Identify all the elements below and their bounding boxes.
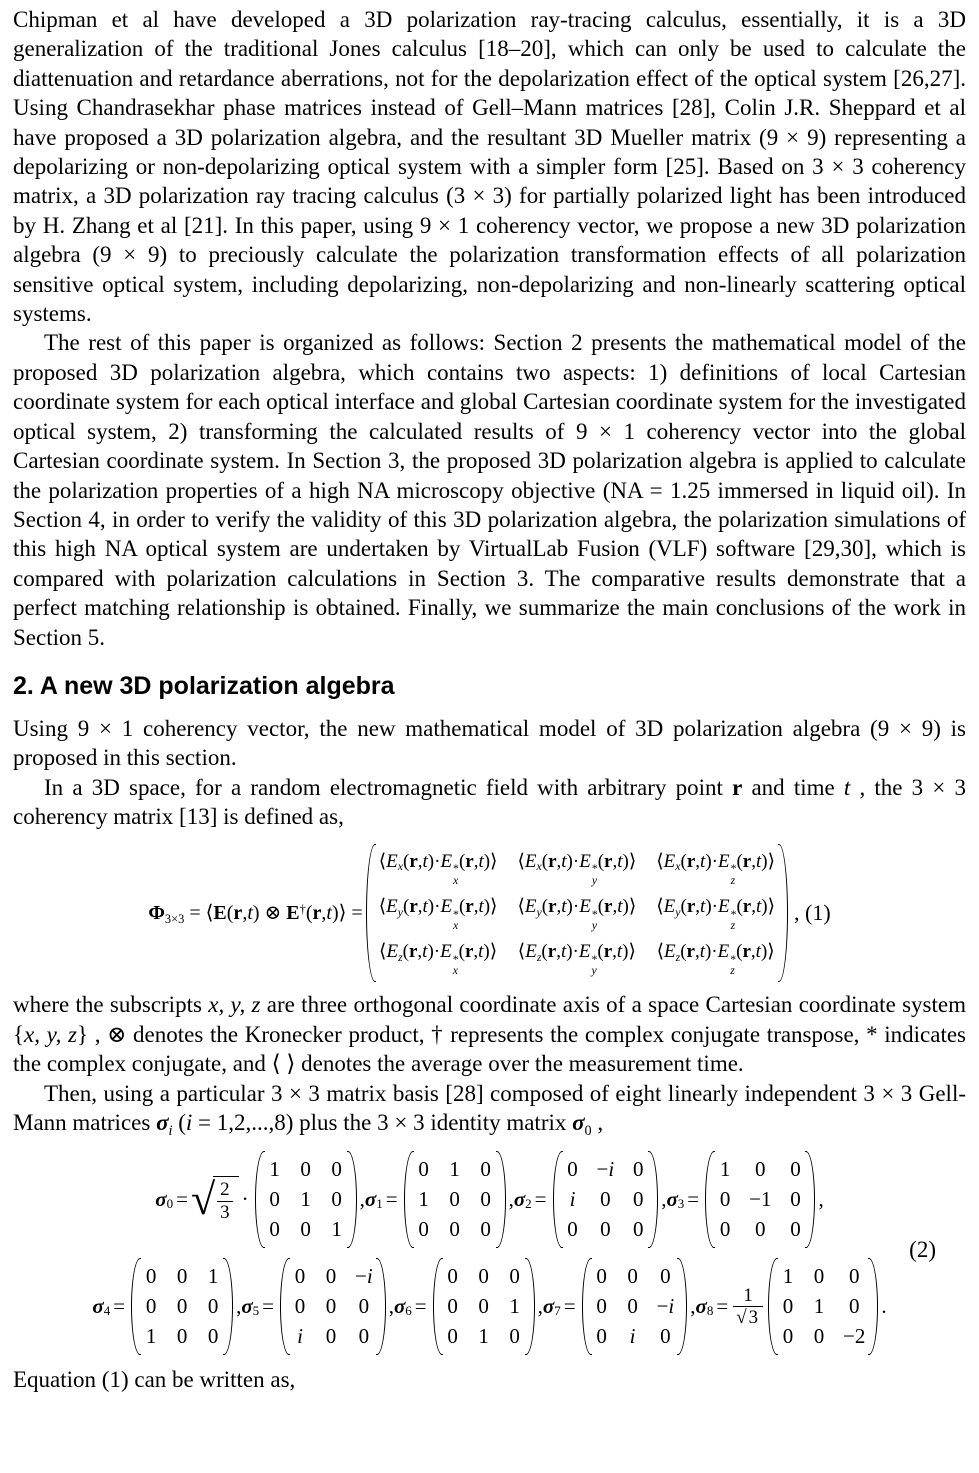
- matrix-entry: 0: [294, 1294, 306, 1319]
- matrix-entry: 0: [596, 1324, 607, 1349]
- matrix-entry: 0: [269, 1217, 280, 1242]
- sigma-5-matrix: [280, 1258, 386, 1355]
- matrix-entry: 0: [848, 1264, 860, 1289]
- sigma-3-matrix: [705, 1151, 815, 1248]
- matrix-entry: 0: [294, 1264, 306, 1289]
- matrix-entry: 1: [449, 1157, 460, 1182]
- paragraph-chipman-intro: Chipman et al have developed a 3D polarization ray-tracing calculus, essentially, it is a 3D generalization of the traditional Jones calculus [18–20], which can only be used to calculate the diattenuation and retardance aberrations, not for the depolarization effect of the optical system [26,27]. Using Chandrasekhar phase matrices instead of Gell–Mann matrices [28], Colin J.R. Sheppard et al have proposed a 3D polarization algebra, and the resultant 3D Mueller matrix (9 × 9) representing a depolarizing or non-depolarizing optical system with a simpler form [25]. Based on 3 × 3 coherency matrix, a 3D polarization ray tracing calculus (3 × 3) for partially polarized light has been introduced by H. Zhang et al [21]. In this paper, using 9 × 1 coherency vector, we propose a new 3D polarization algebra (9 × 9) to preciously calculate the polarization transformation effects of all polarization sensitive optical system, including depolarizing, non-depolarizing and non-linearly scattering optical systems.: [13, 7, 966, 327]
- matrix-entry: 0: [567, 1217, 578, 1242]
- sigma-3-definition: σ $_3$ = 1 0 0 0 −1 0 0 0 0 ,: [666, 1151, 823, 1248]
- matrix-entry: 0: [478, 1264, 489, 1289]
- matrix-entry: −2: [843, 1324, 866, 1349]
- sqrt-two-thirds: √ $\frac{2}{3}$: [191, 1176, 239, 1223]
- matrix-entry: 0: [325, 1324, 337, 1349]
- matrix-entry: 0: [660, 1264, 671, 1289]
- matrix-entry: 0: [600, 1217, 611, 1242]
- matrix-entry: i: [629, 1324, 636, 1349]
- equation-1-lhs: $\Phi_{3\times 3}$ = ⟨E(r,t) ⊗ E†(r,t)⟩ =: [148, 902, 363, 927]
- matrix-entry: 0: [447, 1324, 458, 1349]
- coherency-matrix-cell: $⟨E_y(r,t)\cdot E$ * z (r,t)⟩: [656, 895, 776, 932]
- matrix-entry: 1: [207, 1264, 219, 1289]
- matrix-entry: −1: [749, 1187, 772, 1212]
- matrix-entry: 0: [449, 1187, 460, 1212]
- one-over-sqrt3: $\frac{1}{√ 3}$: [733, 1285, 763, 1329]
- matrix-entry: 0: [358, 1294, 370, 1319]
- matrix-entry: 0: [418, 1217, 429, 1242]
- matrix-entry: 0: [300, 1157, 311, 1182]
- matrix-entry: 0: [600, 1187, 611, 1212]
- matrix-entry: 0: [331, 1187, 342, 1212]
- matrix-entry: 0: [813, 1264, 825, 1289]
- coherency-matrix-cell: $⟨E_z(r,t)\cdot E$ * x (r,t)⟩: [379, 941, 498, 978]
- matrix-entry: 0: [719, 1187, 731, 1212]
- matrix-entry: i: [297, 1324, 303, 1349]
- matrix-entry: 0: [782, 1294, 794, 1319]
- sigma-1-matrix: [404, 1151, 506, 1248]
- sigma-6-matrix: [433, 1258, 535, 1355]
- coherency-matrix-cell: $⟨E_x(r,t)\cdot E$ * y (r,t)⟩: [517, 850, 637, 887]
- matrix-entry: 0: [331, 1157, 342, 1182]
- matrix-entry: 0: [449, 1217, 460, 1242]
- matrix-entry: 0: [176, 1264, 188, 1289]
- matrix-entry: 1: [478, 1324, 489, 1349]
- matrix-entry: 0: [596, 1264, 607, 1289]
- matrix-entry: 0: [632, 1187, 644, 1212]
- matrix-entry: 0: [632, 1157, 644, 1182]
- matrix-entry: 0: [145, 1294, 157, 1319]
- coherency-matrix-cell: $⟨E_x(r,t)\cdot E$ * z (r,t)⟩: [656, 850, 776, 887]
- matrix-entry: 0: [627, 1264, 638, 1289]
- equation-2-row-2: [13, 1258, 966, 1355]
- matrix-entry: 0: [480, 1187, 491, 1212]
- coherency-matrix-cell: $⟨E_z(r,t)\cdot E$ * y (r,t)⟩: [517, 941, 636, 978]
- matrix-entry: 1: [813, 1294, 825, 1319]
- equation-number-2: (2): [909, 1237, 936, 1263]
- sigma-0-matrix: [255, 1151, 357, 1248]
- matrix-entry: 0: [660, 1324, 671, 1349]
- sigma-4-definition: σ $_4$ = 0 0 1 0 0 0 1 0 0 ,: [92, 1258, 241, 1355]
- matrix-entry: 0: [480, 1217, 491, 1242]
- matrix-entry: 0: [567, 1157, 578, 1182]
- coherency-matrix-cell: $⟨E_y(r,t)\cdot E$ * y (r,t)⟩: [517, 895, 637, 932]
- matrix-entry: −i: [355, 1264, 373, 1289]
- paragraph-paper-organization: The rest of this paper is organized as follows: Section 2 presents the mathematical model of the proposed 3D polarization algebra, which contains two aspects: 1) definitions of local Cartesian coordinate system for each optical interface and global Cartesian coordinate system for the investigated optical system, 2) transforming the calculated results of 9 × 1 coherency vector into the global Cartesian coordinate system. In Section 3, the proposed 3D polarization algebra is applied to calculate the polarization properties of a high NA microscopy objective (NA = 1.25 immersed in liquid oil). In Section 4, in order to verify the validity of this 3D polarization algebra, the polarization simulations of this high NA optical system are undertaken by VirtualLab Fusion (VLF) software [29,30], which is compared with polarization calculations in Section 3. The comparative results demonstrate that a perfect matching relationship is obtained. Finally, we summarize the main conclusions of the work in Section 5.: [13, 330, 966, 650]
- matrix-entry: 0: [632, 1217, 644, 1242]
- matrix-entry: 0: [790, 1157, 801, 1182]
- coherency-matrix-cell: $⟨E_y(r,t)\cdot E$ * x (r,t)⟩: [378, 895, 498, 932]
- matrix-entry: 1: [331, 1217, 342, 1242]
- matrix-entry: 0: [790, 1187, 801, 1212]
- matrix-entry: 0: [207, 1324, 219, 1349]
- matrix-entry: 1: [782, 1264, 794, 1289]
- matrix-entry: 0: [755, 1217, 766, 1242]
- matrix-entry: 0: [596, 1294, 607, 1319]
- equation-2-row-1: [13, 1151, 966, 1248]
- matrix-entry: 0: [719, 1217, 731, 1242]
- matrix-entry: 0: [478, 1294, 489, 1319]
- matrix-entry: 1: [269, 1157, 280, 1182]
- paragraph-notation-explanation: where the subscripts x, y, z are three orthogonal coordinate axis of a space Cartesian coordinate system {x, y, z} , ⊗ denotes the Kronecker product, † represents the complex conjugate transpose, * indicates the complex conjugate, and ⟨ ⟩ denotes the average over the measurement time.: [13, 992, 966, 1077]
- paragraph-gellmann-intro: Then, using a particular 3 × 3 matrix basis [28] composed of eight linearly independent 3 × 3 Gell-Mann matrices $\sigma_i$ (i = 1,2,...,8) plus the 3 × 3 identity matrix $\sigma_0$ ,: [13, 1080, 966, 1139]
- sigma-8-matrix: [768, 1258, 878, 1355]
- equation-1: [13, 844, 966, 983]
- matrix-entry: 0: [176, 1324, 188, 1349]
- matrix-entry: 1: [418, 1187, 429, 1212]
- matrix-entry: 0: [813, 1324, 825, 1349]
- matrix-entry: 1: [509, 1294, 520, 1319]
- coherency-matrix-cell: $⟨E_z(r,t)\cdot E$ * z (r,t)⟩: [656, 941, 775, 978]
- matrix-entry: 0: [848, 1294, 860, 1319]
- matrix-entry: 0: [755, 1157, 766, 1182]
- sigma-7-matrix: [582, 1258, 688, 1355]
- matrix-entry: 0: [145, 1264, 157, 1289]
- matrix-entry: 0: [509, 1324, 520, 1349]
- matrix-entry: 0: [325, 1294, 337, 1319]
- matrix-entry: 0: [325, 1264, 337, 1289]
- sigma-6-definition: σ $_6$ = 0 0 0 0 0 1 0 1 0 ,: [394, 1258, 543, 1355]
- matrix-entry: 0: [269, 1187, 280, 1212]
- matrix-entry: 1: [719, 1157, 731, 1182]
- matrix-entry: 0: [782, 1324, 794, 1349]
- matrix-entry: 0: [418, 1157, 429, 1182]
- sigma-7-definition: σ $_7$ = 0 0 0 0 0 −i 0 i 0 ,: [543, 1258, 696, 1355]
- sigma-8-definition: σ $_8$ = $\frac{1}{√ 3}$ 1 0 0 0 1 0 0 0 −2 .: [696, 1258, 887, 1355]
- matrix-entry: 0: [207, 1294, 219, 1319]
- sigma-0-definition: σ $_0$ = √ $\frac{2}{3}$ · 1 0 0 0 1 0 0 0 1 ,: [155, 1151, 365, 1248]
- matrix-entry: i: [569, 1187, 576, 1212]
- matrix-entry: −i: [596, 1157, 615, 1182]
- sigma-1-definition: σ $_1$ = 0 1 0 1 0 0 0 0 0 ,: [365, 1151, 514, 1248]
- matrix-entry: 1: [300, 1187, 311, 1212]
- section-heading: 2. A new 3D polarization algebra: [13, 671, 395, 700]
- matrix-entry: 0: [480, 1157, 491, 1182]
- matrix-entry: 0: [300, 1217, 311, 1242]
- coherency-matrix: [366, 844, 788, 983]
- matrix-entry: 0: [358, 1324, 370, 1349]
- matrix-entry: 0: [509, 1264, 520, 1289]
- equation-2: [13, 1151, 966, 1355]
- matrix-entry: 0: [447, 1294, 458, 1319]
- matrix-entry: 1: [145, 1324, 157, 1349]
- coherency-matrix-cell: $⟨E_x(r,t)\cdot E$ * x (r,t)⟩: [378, 850, 498, 887]
- sigma-2-matrix: [553, 1151, 659, 1248]
- matrix-entry: 0: [790, 1217, 801, 1242]
- paragraph-coherency-definition: In a 3D space, for a random electromagnetic field with arbitrary point r and time t , the 3 × 3 coherency matrix [13] is defined as,: [13, 774, 966, 830]
- multiplication-dot: ·: [241, 1187, 249, 1212]
- sigma-5-definition: σ $_5$ = 0 0 −i 0 0 0 i 0 0 ,: [241, 1258, 394, 1355]
- matrix-entry: 0: [627, 1294, 638, 1319]
- sigma-4-matrix: [131, 1258, 233, 1355]
- sigma-2-definition: σ $_2$ = 0 −i 0 i 0 0 0 0 0 ,: [514, 1151, 667, 1248]
- matrix-entry: 0: [176, 1294, 188, 1319]
- equation-number-1: , (1): [794, 899, 831, 925]
- matrix-entry: −i: [656, 1294, 675, 1319]
- paragraph-equation1-rewrite: Equation (1) can be written as,: [13, 1367, 296, 1393]
- paragraph-section-intro: Using 9 × 1 coherency vector, the new mathematical model of 3D polarization algebra (9 × 9) is proposed in this section.: [13, 715, 966, 771]
- matrix-entry: 0: [447, 1264, 458, 1289]
